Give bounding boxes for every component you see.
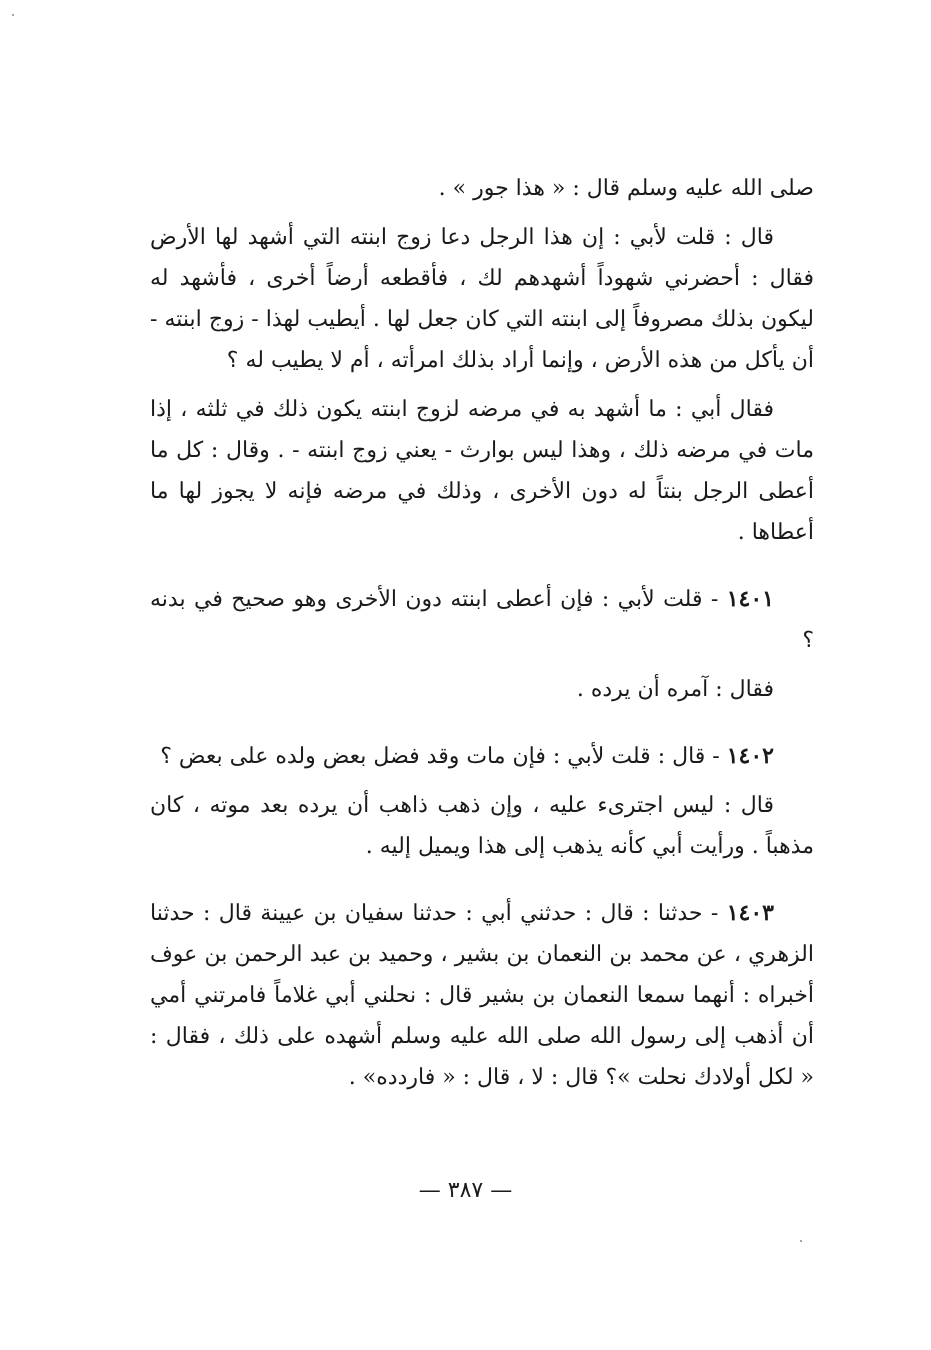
- paragraph-answer: فقال : آمره أن يرده .: [576, 677, 774, 702]
- paragraph-1402: [150, 736, 814, 777]
- entry-text: - حدثنا : قال : حدثني أبي : حدثنا سفيان بن عيينة قال : حدثنا الزهري ، عن محمد بن النعمان بن بشير ، وحميد بن عبد الرحمن بن عوف أخبراه : أنهما سمعا النعمان بن بشير قال : نحلني أبي غلاماً فامرتني أمي أن أذهب إلى رسول الله صلى الله عليه وسلم أشهده على ذلك ، فقال : « لكل أولادك نحلت »؟ قال : لا ، قال : « فاردده» .: [150, 901, 815, 1090]
- entry-text: - قلت لأبي : فإن أعطى ابنته دون الأخرى وهو صحيح في بدنه ؟: [150, 587, 814, 653]
- paragraph-continuation: صلى الله عليه وسلم قال : « هذا جور » .: [438, 176, 814, 201]
- paragraph-1403: [150, 893, 814, 1098]
- paragraph-answer: قال : ليس اجترىء عليه ، وإن ذهب ذاهب أن يرده بعد موته ، كان مذهباً . ورأيت أبي كأنه يذهب إلى هذا ويميل إليه .: [150, 793, 814, 859]
- entry-text: - قال : قلت لأبي : فإن مات وقد فضل بعض ولده على بعض ؟: [160, 744, 720, 769]
- scan-speck: [12, 14, 14, 16]
- body-text: [150, 168, 814, 1098]
- entry-number: ١٤٠٣: [726, 900, 774, 926]
- page-number: — ٣٨٧ —: [418, 1178, 513, 1203]
- paragraph-1401: [150, 579, 814, 661]
- entry-number: ١٤٠١: [726, 586, 774, 612]
- scan-speck: [800, 1240, 802, 1242]
- entry-number: ١٤٠٢: [726, 743, 774, 769]
- paragraph-answer: فقال أبي : ما أشهد به في مرضه لزوج ابنته يكون ذلك في ثلثه ، إذا مات في مرضه ذلك ، وهذا ليس بوارث - يعني زوج ابنته - . وقال : كل ما أعطى الرجل بنتاً له دون الأخرى ، وذلك في مرضه فإنه لا يجوز لها ما أعطاها .: [150, 397, 814, 545]
- paragraph-question: قال : قلت لأبي : إن هذا الرجل دعا زوج ابنته التي أشهد لها الأرض فقال : أحضرني شهوداً أشهدهم لك ، فأقطعه أرضاً أخرى ، فأشهد له ليكون بذلك مصروفاً إلى ابنته التي كان جعل لها . أيطيب لهذا - زوج ابنته - أن يأكل من هذه الأرض ، وإنما أراد بذلك امرأته ، أم لا يطيب له ؟: [150, 225, 814, 373]
